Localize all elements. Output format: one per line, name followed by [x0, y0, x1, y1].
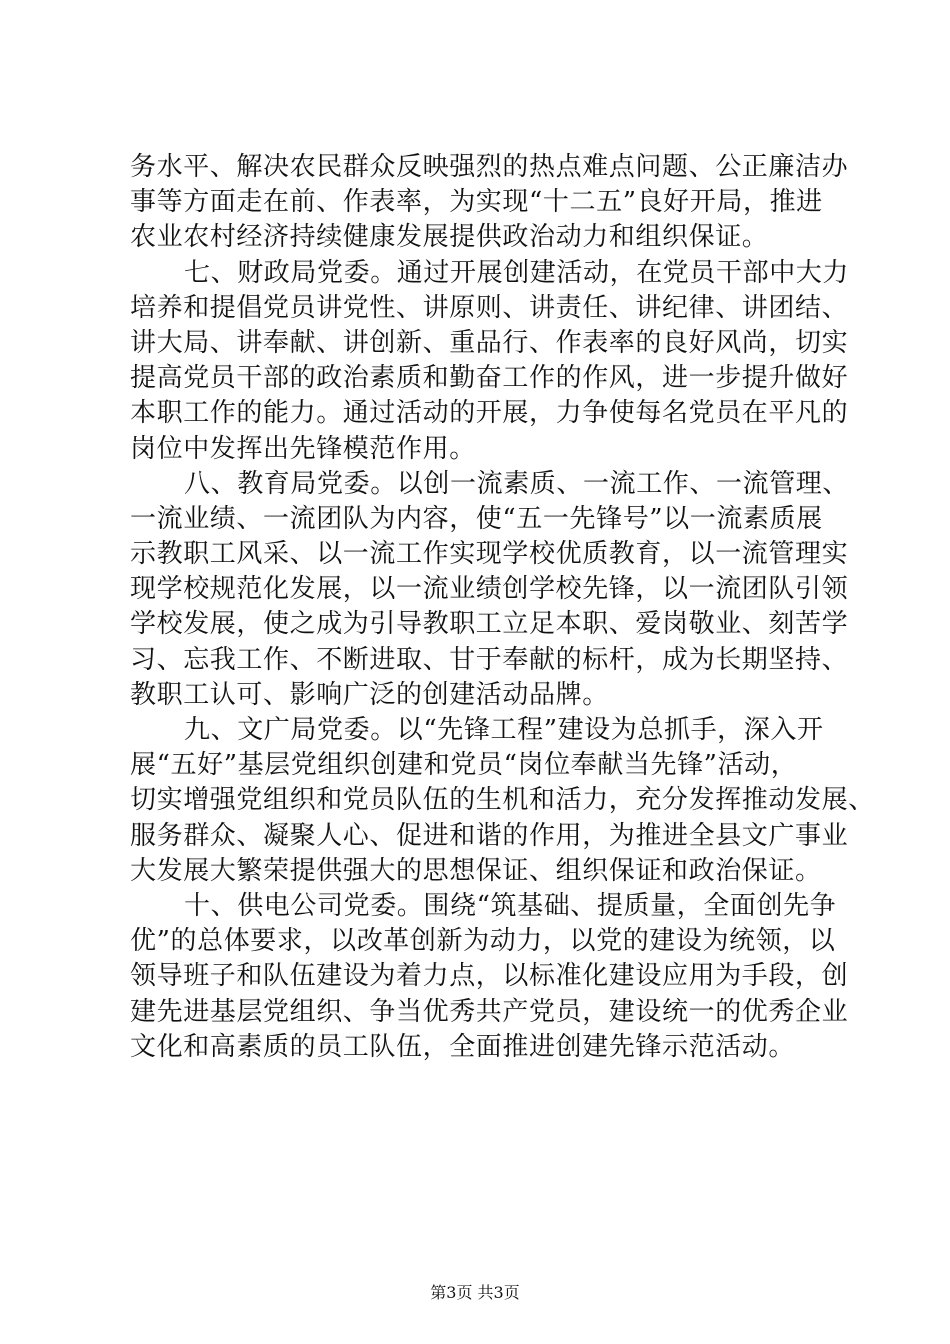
text-line: 学校发展，使之成为引导教职工立足本职、爱岗敬业、刻苦学: [130, 609, 849, 640]
text-line: 优”的总体要求，以改革创新为动力，以党的建设为统领，以: [130, 926, 836, 957]
text-line: 建先进基层党组织、争当优秀共产党员，建设统一的优秀企业: [130, 996, 849, 1027]
paragraph-start-line: 十、供电公司党委。围绕“筑基础、提质量，全面创先争: [184, 890, 837, 921]
text-line: 服务群众、凝聚人心、促进和谐的作用，为推进全县文广事业: [130, 820, 849, 851]
text-line: 本职工作的能力。通过活动的开展，力争使每名党员在平凡的: [130, 398, 849, 429]
text-line: 大发展大繁荣提供强大的思想保证、组织保证和政治保证。: [130, 855, 822, 886]
text-line: 示教职工风采、以一流工作实现学校优质教育，以一流管理实: [130, 539, 849, 570]
text-line: 务水平、解决农民群众反映强烈的热点难点问题、公正廉洁办: [130, 152, 849, 182]
page-number-footer: 第3页 共3页: [430, 1283, 520, 1302]
paragraph-start-line: 九、文广局党委。以“先锋工程”建设为总抓手，深入开: [184, 715, 824, 745]
text-line: 讲大局、讲奉献、讲创新、重品行、作表率的良好风尚，切实: [130, 327, 849, 358]
text-line: 文化和高素质的员工队伍，全面推进创建先锋示范活动。: [130, 1031, 796, 1062]
text-line: 习、忘我工作、不断进取、甘于奉献的标杆，成为长期坚持、: [130, 644, 849, 675]
text-line: 岗位中发挥出先锋模范作用。: [130, 433, 476, 464]
text-line: 事等方面走在前、作表率，为实现“十二五”良好开局，推进: [130, 187, 823, 218]
text-line: 提高党员干部的政治素质和勤奋工作的作风，进一步提升做好: [130, 363, 849, 394]
text-line: 教职工认可、影响广泛的创建活动品牌。: [130, 679, 609, 710]
text-line: 切实增强党组织和党员队伍的生机和活力，充分发挥推动发展、: [130, 785, 875, 816]
paragraph-start-line: 七、财政局党委。通过开展创建活动，在党员干部中大力: [184, 257, 850, 288]
text-line: 培养和提倡党员讲党性、讲原则、讲责任、讲纪律、讲团结、: [130, 292, 849, 323]
text-line: 现学校规范化发展，以一流业绩创学校先锋，以一流团队引领: [130, 574, 849, 605]
text-line: 展“五好”基层党组织创建和党员“岗位奉献当先锋”活动，: [130, 750, 798, 781]
text-line: 一流业绩、一流团队为内容，使“五一先锋号”以一流素质展: [130, 503, 823, 534]
text-line: 领导班子和队伍建设为着力点，以标准化建设应用为手段，创: [130, 961, 849, 992]
text-line: 农业农村经济持续健康发展提供政治动力和组织保证。: [130, 222, 769, 253]
paragraph-start-line: 八、教育局党委。以创一流素质、一流工作、一流管理、: [184, 468, 850, 499]
document-body: [130, 150, 875, 1065]
